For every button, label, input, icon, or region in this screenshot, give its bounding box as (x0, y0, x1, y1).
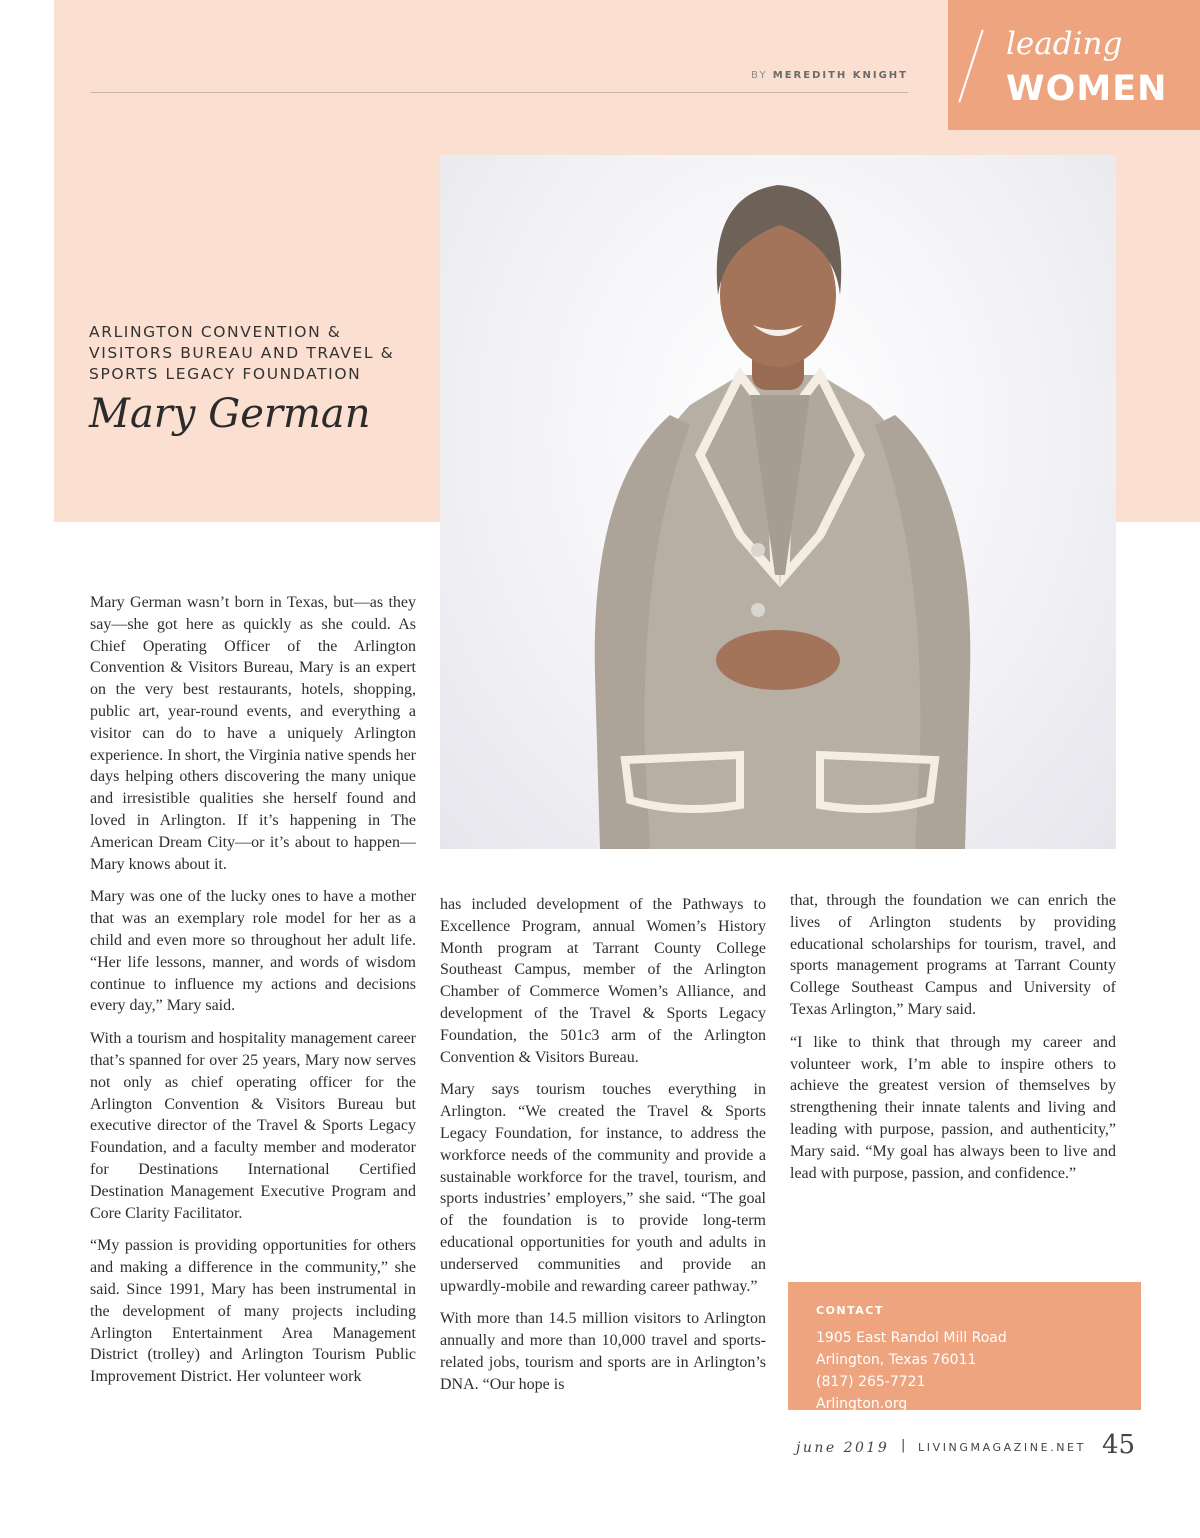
contact-label: CONTACT (816, 1304, 884, 1317)
article-paragraph: that, through the foundation we can enrich the lives of Arlington students by providing educational scholarships for tourism, travel, and sports management programs at Tarrant County College Southeast Campus and University of Texas Arlington,” Mary said. (790, 892, 1116, 1018)
article-paragraph: Mary German wasn’t born in Texas, but—as they say—she got here as quickly as she could. As Chief Operating Officer of the Arlington Convention & Visitors Bureau, Mary is an expert on the very best restaurants, hotels, shopping, public art, year-round events, and everything a visitor can do to have a uniquely Arlington experience. In short, the Virginia native spends her days helping others discovering the many unique and irresistible qualities she herself found and loved in Arlington. If it’s happening in The American Dream City—or it’s about to happen—Mary knows about it. (90, 594, 416, 873)
badge-line2: WOMEN (1006, 69, 1168, 109)
section-badge (948, 0, 1200, 130)
article-paragraph: “My passion is providing opportunities for others and making a difference in the community,” she said. Since 1991, Mary has been instrumental in the development of many projects including Arlington Entertainment Area Management District (trolley) and Arlington Tourism Public Improvement District. Her volunteer work (90, 1237, 416, 1386)
article-paragraph: With more than 14.5 million visitors to Arlington annually and more than 10,000 travel and sports-related jobs, tourism and sports are in Arlington’s DNA. “Our hope is (440, 1310, 766, 1393)
header-rule (90, 92, 908, 93)
byline-prefix: BY (751, 70, 768, 81)
footer-site[interactable]: LIVINGMAGAZINE.NET (918, 1441, 1086, 1454)
contact-website[interactable]: Arlington.org (816, 1396, 908, 1412)
byline-author: MEREDITH KNIGHT (772, 70, 908, 81)
byline (700, 70, 908, 81)
article-paragraph: With a tourism and hospitality management career that’s spanned for over 25 years, Mary now serves not only as chief operating officer for the Arlington Convention & Visitors Bureau but executive director of the Travel & Sports Legacy Foundation, and a faculty member and moderator for Destinations International Certified Destination Management Executive Program and Core Clarity Facilitator. (90, 1030, 416, 1222)
footer-separator: | (901, 1438, 906, 1453)
article-paragraph: Mary was one of the lucky ones to have a mother that was an exemplary role model for her as a child and even more so throughout her adult life. “Her life lessons, manner, and words of wisdom continue to influence my actions and decisions every day,” Mary said. (90, 888, 416, 1015)
article-column-1 (90, 592, 416, 1399)
badge-line1: leading (1006, 26, 1123, 62)
contact-phone[interactable]: (817) 265-7721 (816, 1374, 926, 1390)
article-paragraph: “I like to think that through my career and volunteer work, I’m able to inspire others to achieve the greatest version of themselves by strengthening their innate talents and living and leading with purpose, passion, and authenticity,” Mary said. “My goal has always been to live and lead with purpose, passion, and confidence.” (790, 1033, 1116, 1182)
profile-name: Mary German (89, 391, 371, 437)
article-paragraph: has included development of the Pathways to Excellence Program, annual Women’s History Month program at Tarrant County College Southeast Campus, member of the Arlington Chamber of Commerce Women’s Alliance, and development of the Travel & Sports Legacy Foundation, the 501c3 arm of the Arlington Convention & Visitors Bureau. (440, 896, 766, 1066)
footer-issue: june 2019 (796, 1440, 890, 1456)
article-column-3 (790, 890, 1116, 1195)
article-paragraph: Mary says tourism touches everything in Arlington. “We created the Travel & Sports Legacy Foundation, for instance, to address the workforce needs of the community and provide a sustainable workforce for the travel, tourism, and sports industries’ employers,” she said. “The goal of the foundation is to provide long-term educational opportunities for youth and adults in underserved communities and provide an upwardly-mobile and rewarding career pathway.” (440, 1081, 766, 1295)
portrait-illustration (440, 155, 1116, 849)
page-number: 45 (1102, 1430, 1136, 1460)
organization-heading: ARLINGTON CONVENTION & VISITORS BUREAU AND TRAVEL & SPORTS LEGACY FOUNDATION (89, 323, 395, 383)
badge-slash (958, 30, 983, 103)
article-column-2 (440, 894, 766, 1407)
contact-city: Arlington, Texas 76011 (816, 1352, 977, 1368)
contact-address: 1905 East Randol Mill Road (816, 1330, 1007, 1346)
portrait-photo (440, 155, 1116, 849)
contact-details (816, 1327, 1007, 1415)
contact-box (788, 1282, 1141, 1410)
